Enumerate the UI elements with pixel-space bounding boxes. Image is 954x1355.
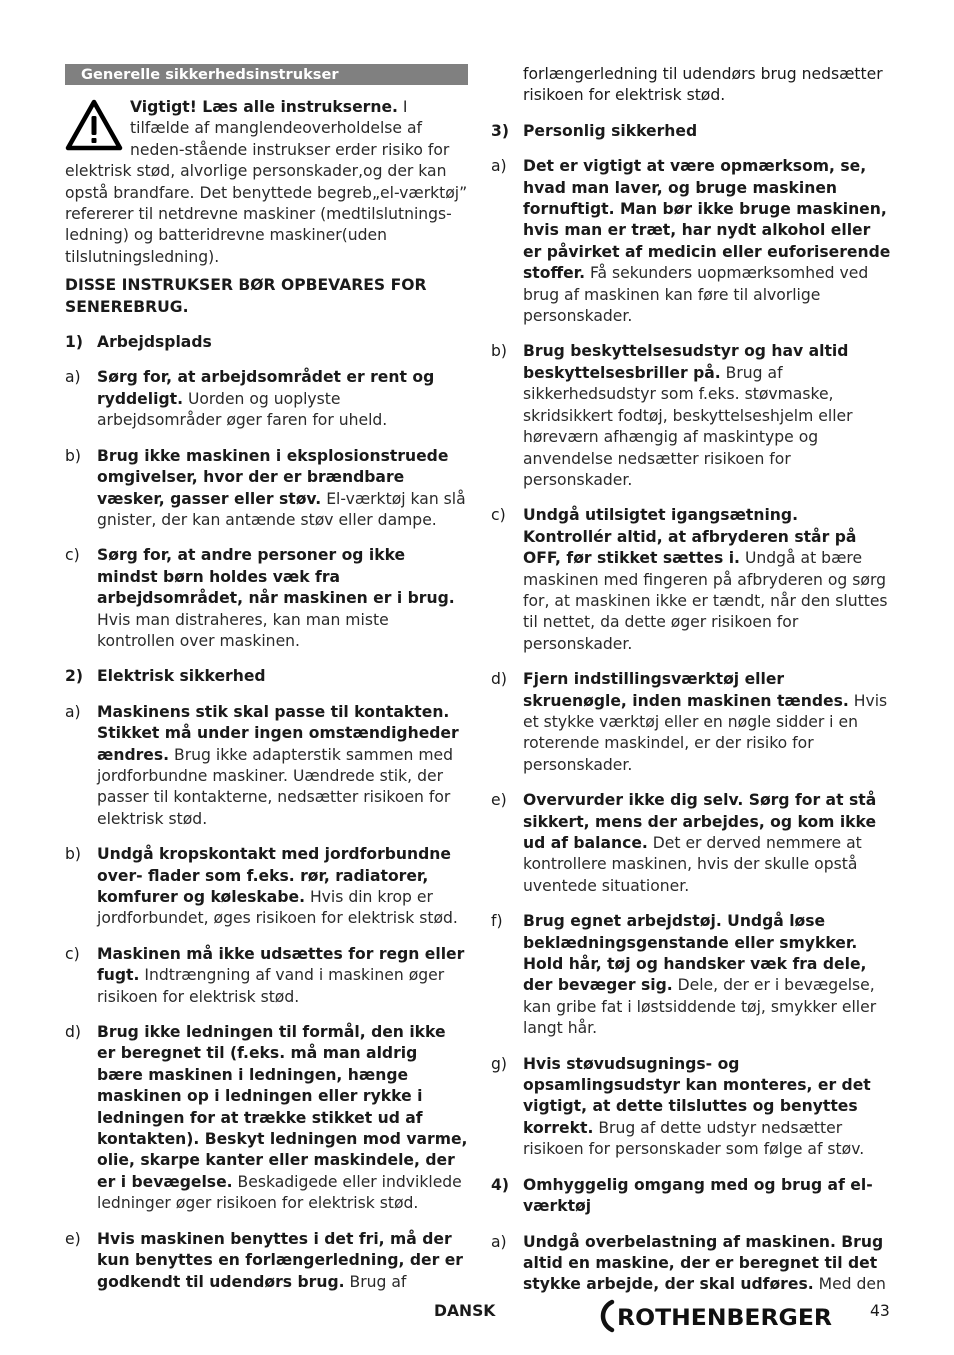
item-body bbox=[523, 505, 891, 655]
instruction-item bbox=[491, 790, 891, 897]
item-body bbox=[97, 1229, 468, 1293]
left-sections bbox=[65, 332, 468, 1293]
section-heading bbox=[65, 332, 468, 353]
item-body bbox=[97, 702, 468, 830]
item-letter: e) bbox=[65, 1229, 81, 1248]
item-text: Brug af sikkerhedsudstyr som f.eks. støvmaske, skridsikkert fodtøj, beskyttelseshjelm eller høreværn afhængig af maskintype og anvendelse nedsætter risikoen for personskader. bbox=[523, 363, 853, 489]
continued-paragraph: forlængerledning til udendørs brug nedsætter risikoen for elektrisk stød. bbox=[523, 65, 883, 105]
item-body bbox=[97, 844, 468, 930]
item-letter: f) bbox=[491, 912, 503, 931]
item-letter: d) bbox=[491, 670, 507, 689]
section-number: 2) bbox=[65, 667, 83, 686]
instruction-item bbox=[65, 1229, 468, 1293]
instruction-item bbox=[491, 669, 891, 776]
item-body bbox=[523, 669, 891, 776]
item-letter: d) bbox=[65, 1023, 81, 1042]
item-bold-text: Brug ikke maskinen i eksplosionstruede omgivelser, hvor der er brændbare væsker, gasser eller støv. bbox=[97, 446, 449, 508]
item-letter: a) bbox=[65, 368, 81, 387]
item-bold-text: Brug egnet arbejdstøj. Undgå løse beklædningsgenstande eller smykker. Hold hår, tøj og handsker væk fra dele, der bevæger sig. bbox=[523, 912, 867, 995]
item-text: Brug af bbox=[344, 1272, 407, 1291]
item-body bbox=[523, 1232, 891, 1296]
instruction-item bbox=[65, 446, 468, 532]
item-letter: b) bbox=[65, 446, 81, 465]
item-body bbox=[97, 1022, 468, 1215]
item-bold-text: Det er vigtigt at være opmærksom, se, hvad man laver, og bruge maskinen fornuftigt. Man bør ikke bruge maskinen, hvis man er træt, har nydt alkohol eller er påvirket af medicin eller euforiserende stoffer. bbox=[523, 157, 891, 283]
item-bold-text: Hvis maskinen benyttes i det fri, må der kun benyttes en forlængerledning, der er godkendt til udendørs brug. bbox=[97, 1229, 463, 1291]
warning-block bbox=[65, 97, 468, 268]
right-column bbox=[491, 64, 891, 1310]
item-text: Uorden og uoplyste arbejdsområder øger faren for uheld. bbox=[97, 389, 388, 430]
item-body bbox=[523, 790, 891, 897]
item-bold-text: Fjern indstillingsværktøj eller skruenøgle, inden maskinen tændes. bbox=[523, 670, 849, 710]
item-text: Det er derved nemmere at kontrollere maskinen, hvis der skulle opstå uventede situationer. bbox=[523, 834, 862, 895]
instruction-item bbox=[491, 1054, 891, 1161]
item-bold-text: Overvurder ikke dig selv. Sørg for at stå sikkert, mens der arbejdes, og kom ikke ud af balance. bbox=[523, 791, 877, 852]
warning-triangle-icon bbox=[65, 99, 123, 151]
section-heading-title: Arbejdsplads bbox=[97, 333, 212, 352]
item-bold-text: Sørg for, at arbejdsområdet er rent og ryddeligt. bbox=[97, 368, 435, 408]
instruction-item bbox=[65, 367, 468, 431]
item-body bbox=[523, 156, 891, 327]
section-number: 4) bbox=[491, 1175, 509, 1194]
right-sections bbox=[491, 121, 891, 1296]
item-body bbox=[97, 545, 468, 652]
item-bold-text: Undgå overbelastning af maskinen. Brug altid en maskine, der er beregnet til det stykke arbejde, der skal udføres. bbox=[523, 1232, 884, 1294]
item-letter: c) bbox=[65, 546, 80, 565]
item-bold-text: Hvis støvudsugnings- og opsamlingsudstyr kan monteres, er det vigtigt, at dette tilsluttes og benyttes korrekt. bbox=[523, 1054, 871, 1137]
item-text: Brug ikke adapterstik sammen med jordforbundne maskiner. Uændrede stik, der passer til kontakterne, nedsætter risikoen for elektrisk stød. bbox=[97, 745, 454, 828]
rothenberger-logo bbox=[598, 1298, 838, 1334]
instruction-item bbox=[65, 944, 468, 1008]
item-text: Brug af dette udstyr nedsætter risikoen for personskader som følge af støv. bbox=[523, 1118, 865, 1159]
item-bold-text: Sørg for, at andre personer og ikke mindst børn holdes væk fra arbejdsområdet, når maskinen er i brug. bbox=[97, 546, 455, 608]
instruction-item bbox=[491, 505, 891, 655]
item-text: Med den bbox=[813, 1275, 886, 1294]
item-bold-text: Undgå utilsigtet igangsætning. Kontrollér altid, at afbryderen står på OFF, før stikket sættes i. bbox=[523, 506, 857, 568]
item-body bbox=[97, 367, 468, 431]
instruction-item bbox=[65, 702, 468, 830]
item-text: Få sekunders uopmærksomhed ved brug af maskinen kan føre til alvorlige personskader. bbox=[523, 264, 869, 326]
item-letter: a) bbox=[65, 702, 81, 721]
item-body bbox=[523, 341, 891, 491]
section-number: 1) bbox=[65, 333, 83, 352]
section-heading-title: Personlig sikkerhed bbox=[523, 121, 698, 140]
warning-bold: Vigtigt! Læs alle instrukserne. bbox=[130, 98, 398, 116]
item-bold-text: Brug ikke ledningen til formål, den ikke er beregnet til (f.eks. må man aldrig bære maskinen i ledningen, hænge maskinen op i ledningen eller rykke i ledningen for at trække stikket ud af kontakten). Beskyt ledningen mod varme, olie, skarpe kanter eller maskindele, der er i bevægelse. bbox=[97, 1023, 468, 1191]
left-column bbox=[65, 64, 468, 1307]
item-letter: a) bbox=[491, 157, 507, 176]
section-heading bbox=[491, 1175, 891, 1218]
section-heading bbox=[65, 666, 468, 687]
item-bold-text: Brug beskyttelsesudstyr og hav altid beskyttelsesbriller på. bbox=[523, 342, 849, 382]
item-body bbox=[97, 944, 468, 1008]
keep-notice: DISSE INSTRUKSER BØR OPBEVARES FOR SENEREBRUG. bbox=[65, 276, 427, 316]
item-body bbox=[523, 911, 891, 1039]
instruction-item bbox=[491, 911, 891, 1039]
item-letter: b) bbox=[491, 342, 507, 361]
instruction-item bbox=[65, 1022, 468, 1215]
instruction-item bbox=[491, 341, 891, 491]
item-text: El-værktøj kan slå gnister, der kan antænde støv eller dampe. bbox=[97, 489, 466, 529]
instruction-item bbox=[65, 844, 468, 930]
item-letter: c) bbox=[65, 944, 80, 963]
section-heading bbox=[491, 121, 891, 142]
item-body bbox=[97, 446, 468, 532]
item-text: Hvis din krop er jordforbundet, øges risikoen for elektrisk stød. bbox=[97, 888, 458, 928]
section-title: Generelle sikkerhedsinstrukser bbox=[65, 64, 468, 85]
footer-language: DANSK bbox=[434, 1302, 496, 1320]
item-text: Dele, der er i bevægelse, kan gribe fat i løstsiddende tøj, smykker eller langt hår. bbox=[523, 976, 877, 1038]
item-letter: e) bbox=[491, 791, 507, 810]
item-letter: b) bbox=[65, 845, 81, 864]
item-body bbox=[523, 1054, 891, 1161]
item-text: Hvis man distraheres, kan man miste kontrollen over maskinen. bbox=[97, 610, 389, 650]
item-letter: g) bbox=[491, 1054, 507, 1073]
item-text: Beskadigede eller indviklede ledninger øger risikoen for elektrisk stød. bbox=[97, 1172, 462, 1213]
item-bold-text: Maskinen må ikke udsættes for regn eller fugt. bbox=[97, 944, 465, 985]
section-heading-title: Omhyggelig omgang med og brug af el-værktøj bbox=[523, 1175, 873, 1216]
item-letter: a) bbox=[491, 1232, 507, 1251]
section-number: 3) bbox=[491, 121, 509, 140]
item-text: Indtrængning af vand i maskinen øger risikoen for elektrisk stød. bbox=[97, 966, 445, 1006]
svg-text:ROTHENBERGER: ROTHENBERGER bbox=[617, 1305, 832, 1331]
instruction-item bbox=[491, 156, 891, 327]
warning-text: I tilfælde af manglendeoverholdelse af neden-stående instrukser erder risiko for elektrisk stød, alvorlige personskader,og der kan opstå brandfare. Det benyttede begreb„el-værktøj” refererer til netdrevne maskiner (medtilslutnings-ledning) og batteridrevne maskiner(uden tilslutningsledning). bbox=[65, 98, 468, 266]
item-bold-text: Maskinens stik skal passe til kontakten. Stikket må under ingen omstændigheder ændres. bbox=[97, 702, 459, 764]
section-heading-title: Elektrisk sikkerhed bbox=[97, 667, 266, 686]
item-bold-text: Undgå kropskontakt med jordforbundne over- flader som f.eks. rør, radiatorer, komfurer og køleskabe. bbox=[97, 845, 451, 906]
item-letter: c) bbox=[491, 506, 506, 525]
instruction-item bbox=[65, 545, 468, 652]
item-text: Hvis et stykke værktøj eller en nøgle sidder i en roterende maskindel, er der risiko for personskader. bbox=[523, 691, 888, 774]
page-number: 43 bbox=[870, 1302, 890, 1320]
item-text: Undgå at bære maskinen med fingeren på afbryderen og sørg for, at maskinen ikke er tændt, når den sluttes til nettet, da dette øger risikoen for personskader. bbox=[523, 549, 888, 653]
instruction-item bbox=[491, 1232, 891, 1296]
